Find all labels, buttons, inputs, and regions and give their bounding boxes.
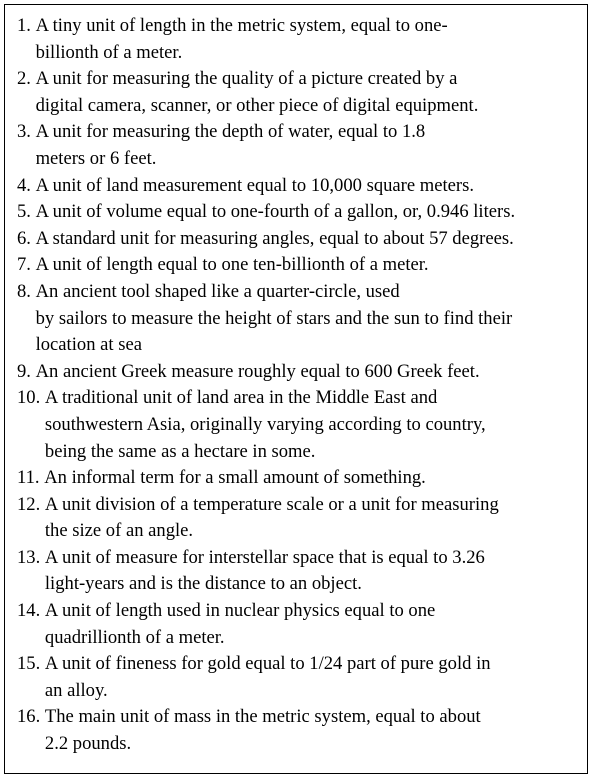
clue-number: 5. — [17, 201, 36, 223]
clue-item — [17, 279, 587, 359]
clue-line: An ancient tool shaped like a quarter-circle, used — [35, 280, 400, 302]
clue-line: A unit of length equal to one ten-billionth of a meter. — [35, 254, 429, 276]
clue-item — [17, 359, 587, 386]
clue-line: A traditional unit of land area in the Middle East and — [44, 387, 438, 409]
clue-text — [36, 226, 514, 253]
clue-line: A unit of measure for interstellar space that is equal to 3.26 — [44, 546, 485, 568]
clue-number: 11. — [17, 467, 45, 489]
clue-line: an alloy. — [44, 679, 108, 701]
clue-number: 6. — [17, 227, 36, 249]
clue-line: billionth of a meter. — [35, 41, 183, 63]
clue-text — [36, 279, 513, 359]
clue-number: 15. — [17, 653, 45, 675]
clue-line: A unit division of a temperature scale or a unit for measuring — [44, 493, 499, 515]
clue-number: 16. — [17, 706, 45, 728]
clue-item — [17, 545, 587, 598]
clue-list — [17, 13, 587, 758]
clue-line: the size of an angle. — [44, 520, 194, 542]
clue-number: 8. — [17, 280, 36, 302]
clue-line: An informal term for a small amount of something. — [44, 467, 426, 489]
clue-item — [17, 13, 587, 66]
clue-number: 14. — [17, 600, 45, 622]
clue-line: by sailors to measure the height of stars and the sun to find their — [35, 307, 513, 329]
clue-text — [36, 252, 429, 279]
clue-line: A unit of fineness for gold equal to 1/24 part of pure gold in — [44, 653, 491, 675]
clue-text — [45, 492, 499, 545]
clue-line: The main unit of mass in the metric system, equal to about — [44, 706, 481, 728]
clue-text — [45, 545, 485, 598]
clue-text — [45, 651, 491, 704]
clue-item — [17, 651, 587, 704]
clue-item — [17, 199, 587, 226]
clue-line: quadrillionth of a meter. — [44, 626, 225, 648]
clue-item — [17, 173, 587, 200]
clue-text — [36, 66, 479, 119]
clue-line: A unit of length used in nuclear physics equal to one — [44, 600, 436, 622]
clue-number: 13. — [17, 546, 45, 568]
clue-item — [17, 385, 587, 465]
clue-line: A unit for measuring the depth of water, equal to 1.8 — [35, 121, 426, 143]
clue-line: digital camera, scanner, or other piece of digital equipment. — [35, 94, 479, 116]
clue-number: 7. — [17, 254, 36, 276]
clue-number: 4. — [17, 174, 36, 196]
clue-item — [17, 704, 587, 757]
clue-number: 9. — [17, 360, 36, 382]
clue-item — [17, 465, 587, 492]
clue-line: A tiny unit of length in the metric system, equal to one- — [35, 15, 448, 36]
clue-item — [17, 598, 587, 651]
clue-item — [17, 66, 587, 119]
clue-text — [45, 385, 486, 465]
clue-item — [17, 119, 587, 172]
clue-line: A unit for measuring the quality of a picture created by a — [35, 68, 458, 90]
clue-text — [36, 173, 474, 200]
clue-item — [17, 252, 587, 279]
clue-text — [45, 598, 435, 651]
clue-text — [44, 465, 426, 492]
clue-text — [36, 13, 448, 66]
clue-number: 1. — [17, 15, 36, 36]
clue-line: An ancient Greek measure roughly equal to 600 Greek feet. — [35, 360, 480, 382]
clue-number: 3. — [17, 121, 36, 143]
clue-number: 2. — [17, 68, 36, 90]
clue-line: 2.2 pounds. — [44, 733, 132, 755]
clue-item — [17, 226, 587, 253]
clue-number: 12. — [17, 493, 45, 515]
clue-item — [17, 492, 587, 545]
clue-text — [36, 119, 426, 172]
clue-line: A unit of land measurement equal to 10,000 square meters. — [35, 174, 474, 196]
clue-text — [45, 704, 481, 757]
clue-line: A standard unit for measuring angles, equal to about 57 degrees. — [35, 227, 514, 249]
clue-text — [36, 199, 516, 226]
clue-line: light-years and is the distance to an object. — [44, 573, 362, 595]
clue-box — [4, 4, 588, 774]
clue-line: southwestern Asia, originally varying according to country, — [44, 413, 486, 435]
clue-line: meters or 6 feet. — [35, 147, 157, 169]
clue-line: being the same as a hectare in some. — [44, 440, 316, 462]
clue-line: A unit of volume equal to one-fourth of a gallon, or, 0.946 liters. — [35, 201, 516, 223]
clue-number: 10. — [17, 387, 45, 409]
clue-line: location at sea — [35, 334, 142, 356]
clue-text — [36, 359, 480, 386]
